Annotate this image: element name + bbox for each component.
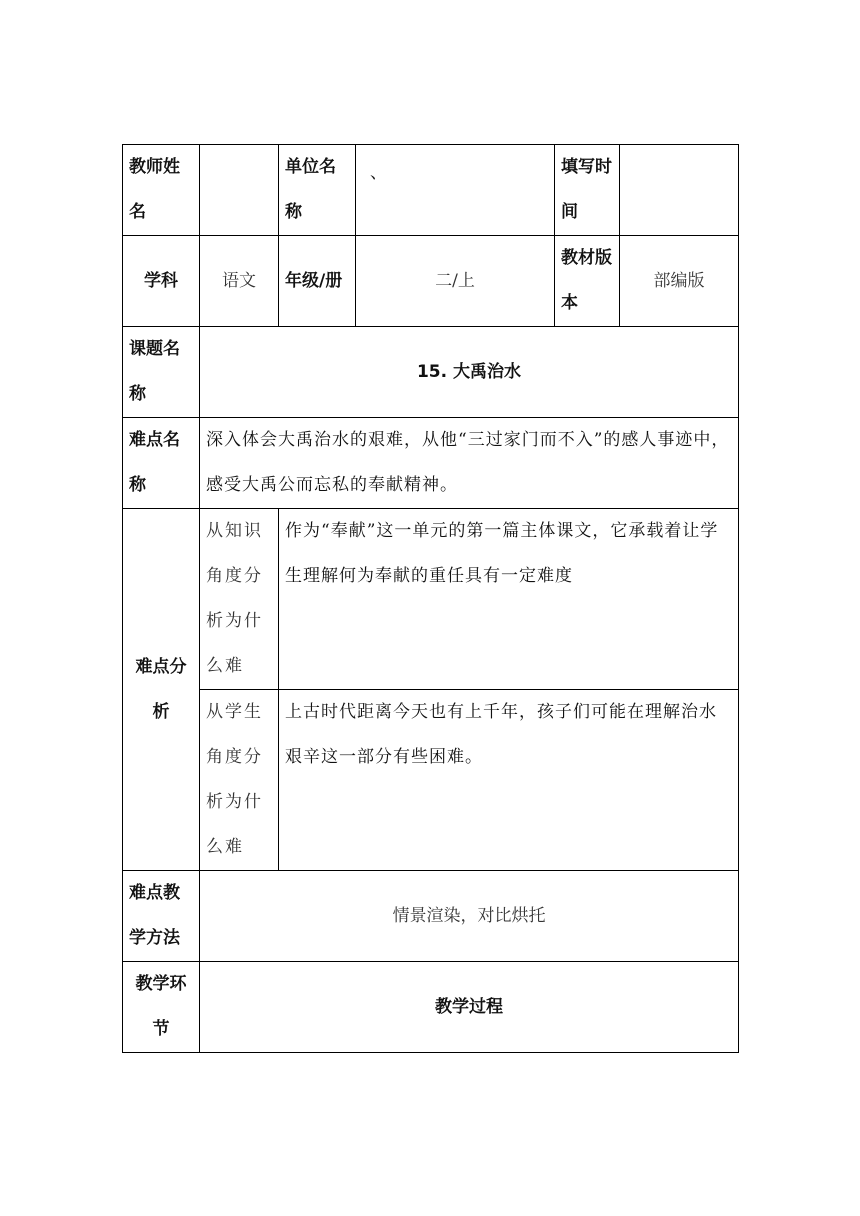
process-label: 教学过程 (200, 962, 739, 1053)
unit-name-value: 、 (370, 163, 387, 183)
difficulty-value: 深入体会大禹治水的艰难，从他“三过家门而不入”的感人事迹中，感受大禹公而忘私的奉献精神。 (200, 418, 739, 509)
method-label: 难点教学方法 (123, 871, 200, 962)
stage-label: 教学环节 (123, 962, 200, 1053)
fill-date-label: 填写时间 (555, 145, 620, 236)
student-analysis-value: 上古时代距离今天也有上千年，孩子们可能在理解治水艰辛这一部分有些困难。 (279, 690, 739, 871)
analysis-label: 难点分析 (123, 509, 200, 871)
teacher-info-row (123, 145, 739, 236)
fill-date-value (620, 145, 739, 236)
stage-row (123, 962, 739, 1053)
method-value: 情景渲染，对比烘托 (200, 871, 739, 962)
student-analysis-row (123, 690, 739, 871)
teacher-name-label: 教师姓名 (123, 145, 200, 236)
topic-label: 课题名称 (123, 327, 200, 418)
knowledge-analysis-label: 从知识角度分析为什么难 (200, 509, 279, 690)
textbook-value: 部编版 (620, 236, 739, 327)
knowledge-analysis-row (123, 509, 739, 690)
topic-row (123, 327, 739, 418)
grade-label: 年级/册 (279, 236, 356, 327)
topic-value: 15. 大禹治水 (200, 327, 739, 418)
textbook-label: 教材版本 (555, 236, 620, 327)
unit-name-label: 单位名称 (279, 145, 356, 236)
method-row (123, 871, 739, 962)
subject-label: 学科 (123, 236, 200, 327)
subject-row (123, 236, 739, 327)
difficulty-row (123, 418, 739, 509)
grade-value: 二/上 (356, 236, 555, 327)
lesson-plan-table (122, 144, 739, 1053)
unit-name-cell (356, 145, 555, 236)
knowledge-analysis-value: 作为“奉献”这一单元的第一篇主体课文，它承载着让学生理解何为奉献的重任具有一定难度 (279, 509, 739, 690)
subject-value: 语文 (200, 236, 279, 327)
teacher-name-value (200, 145, 279, 236)
student-analysis-label: 从学生角度分析为什么难 (200, 690, 279, 871)
difficulty-label: 难点名称 (123, 418, 200, 509)
